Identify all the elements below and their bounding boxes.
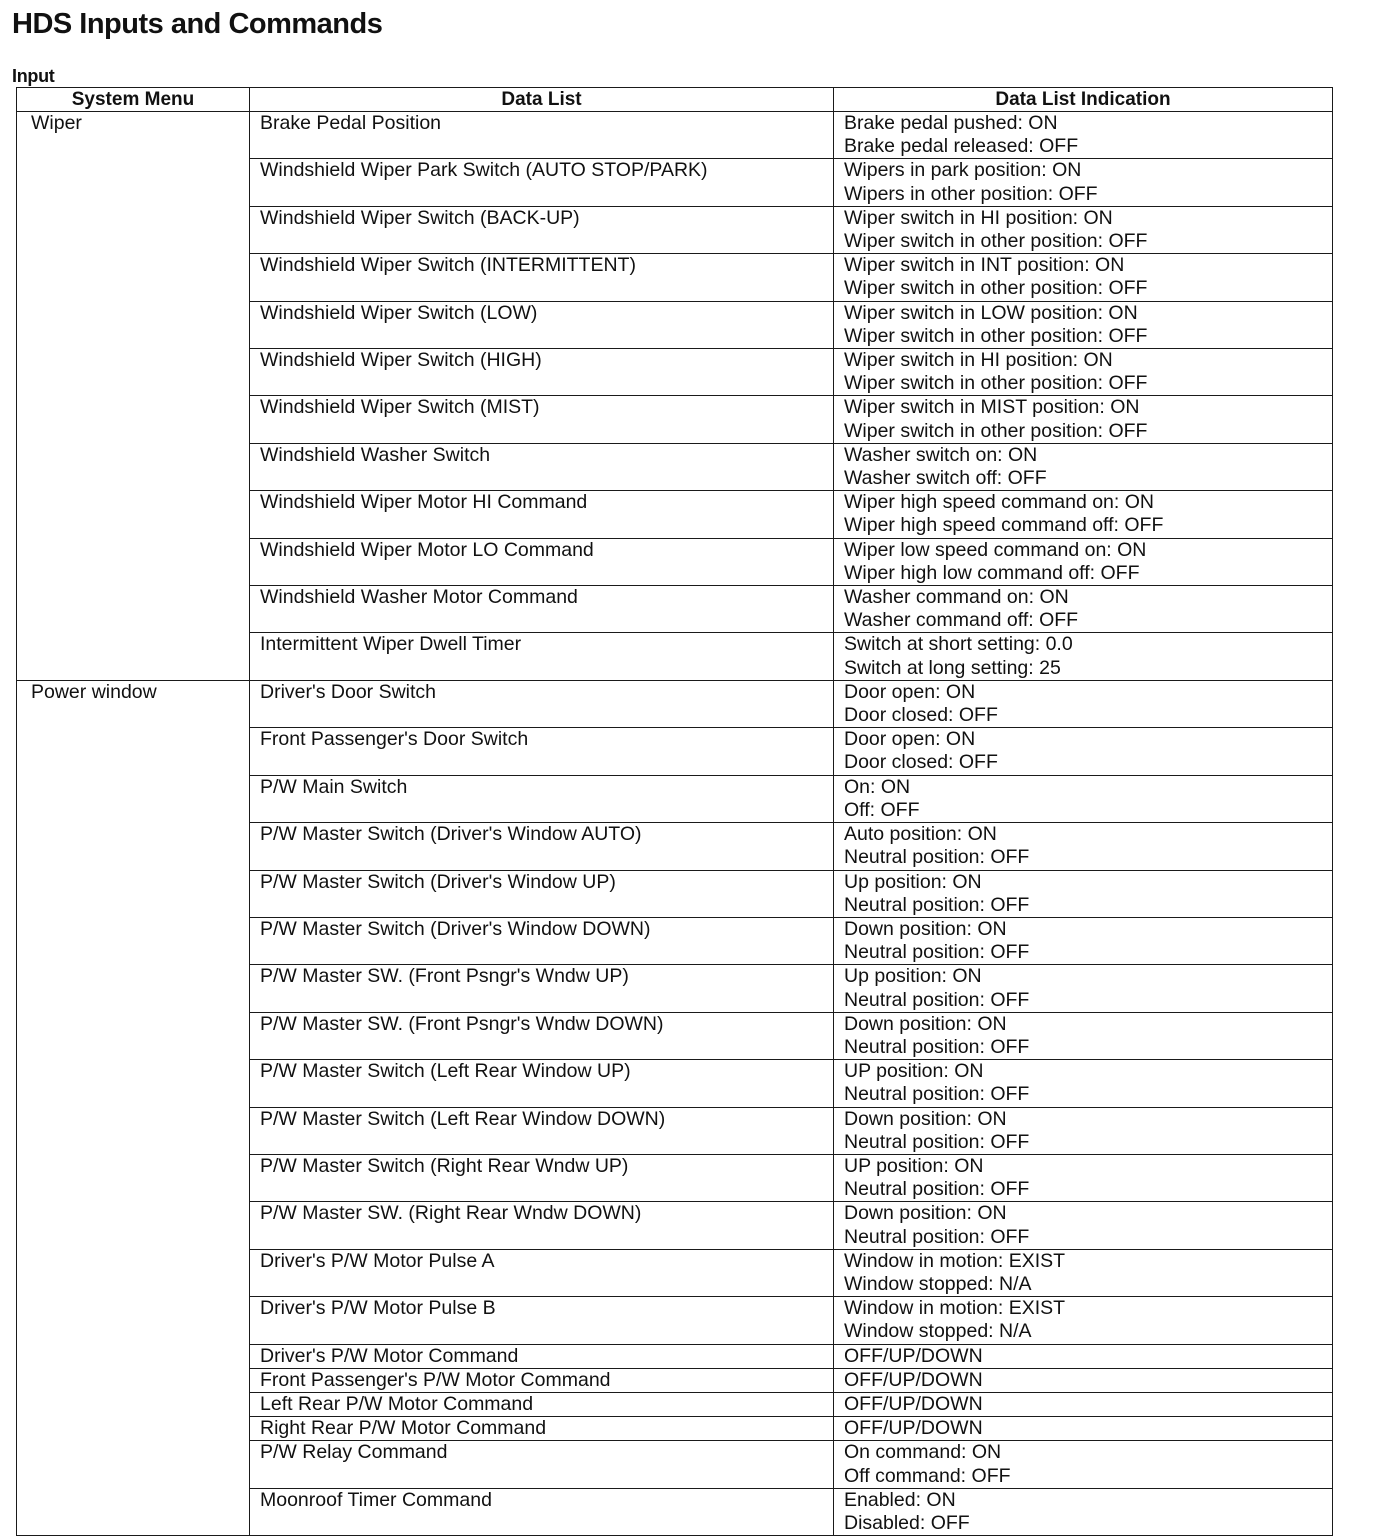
data-list-cell: P/W Master SW. (Right Rear Wndw DOWN) [250, 1202, 834, 1249]
indication-line: Wiper switch in other position: OFF [844, 324, 1148, 347]
indication-line: On: ON [844, 775, 911, 798]
data-list-indication-cell [834, 491, 1333, 538]
data-list-indication-cell [834, 775, 1333, 822]
data-list-indication-cell [834, 870, 1333, 917]
data-list-indication-cell [834, 349, 1333, 396]
system-menu-cell: Power window [17, 680, 250, 1535]
indication-line: Neutral position: OFF [844, 1035, 1030, 1058]
page-title: HDS Inputs and Commands [12, 8, 383, 40]
indication-line: Neutral position: OFF [844, 1225, 1030, 1248]
data-list-cell: P/W Main Switch [250, 775, 834, 822]
data-list-indication-cell [834, 254, 1333, 301]
indication-line: OFF/UP/DOWN [844, 1392, 983, 1415]
indication-line: Brake pedal released: OFF [844, 135, 1079, 158]
data-list-cell: Driver's P/W Motor Command [250, 1344, 834, 1368]
data-list-cell: Windshield Wiper Switch (LOW) [250, 301, 834, 348]
indication-line: Enabled: ON [844, 1488, 956, 1511]
indication-line: Wiper high low command off: OFF [844, 561, 1140, 584]
data-list-indication-cell [834, 1488, 1333, 1535]
data-list-indication-cell [834, 112, 1333, 159]
indication-line: Wiper switch in HI position: ON [844, 206, 1113, 229]
indication-line: Wiper switch in MIST position: ON [844, 396, 1140, 419]
indication-line: Washer command on: ON [844, 586, 1069, 609]
data-list-cell: Intermittent Wiper Dwell Timer [250, 633, 834, 680]
hds-input-table [16, 87, 1333, 1536]
indication-line: OFF/UP/DOWN [844, 1417, 983, 1440]
indication-line: Up position: ON [844, 965, 982, 988]
data-list-cell: Driver's P/W Motor Pulse A [250, 1249, 834, 1296]
data-list-cell: P/W Master Switch (Left Rear Window DOWN) [250, 1107, 834, 1154]
indication-line: Down position: ON [844, 1202, 1007, 1225]
indication-line: Up position: ON [844, 870, 982, 893]
column-header-system-menu: System Menu [17, 88, 250, 112]
indication-line: Neutral position: OFF [844, 941, 1030, 964]
table-row [17, 680, 1333, 727]
column-header-data-list-indication: Data List Indication [834, 88, 1333, 112]
indication-line: Auto position: ON [844, 823, 997, 846]
data-list-indication-cell [834, 917, 1333, 964]
section-label: Input [12, 66, 55, 86]
indication-line: Wiper switch in HI position: ON [844, 349, 1113, 372]
indication-line: Window in motion: EXIST [844, 1249, 1066, 1272]
indication-line: Neutral position: OFF [844, 846, 1030, 869]
data-list-cell: Windshield Wiper Switch (BACK-UP) [250, 206, 834, 253]
data-list-cell: P/W Master Switch (Left Rear Window UP) [250, 1060, 834, 1107]
data-list-indication-cell [834, 1297, 1333, 1344]
data-list-cell: Windshield Washer Motor Command [250, 586, 834, 633]
data-list-indication-cell [834, 1441, 1333, 1488]
indication-line: Wiper switch in other position: OFF [844, 277, 1148, 300]
indication-line: Door open: ON [844, 728, 976, 751]
indication-line: Wiper low speed command on: ON [844, 538, 1147, 561]
indication-line: Door closed: OFF [844, 704, 998, 727]
data-list-cell: P/W Master SW. (Front Psngr's Wndw DOWN) [250, 1012, 834, 1059]
data-list-indication-cell [834, 396, 1333, 443]
table-header-row [17, 88, 1333, 112]
indication-line: Wiper switch in other position: OFF [844, 372, 1148, 395]
data-list-indication-cell [834, 443, 1333, 490]
data-list-indication-cell [834, 1392, 1333, 1416]
indication-line: Switch at long setting: 25 [844, 656, 1061, 679]
data-list-indication-cell [834, 965, 1333, 1012]
indication-line: Washer switch off: OFF [844, 467, 1047, 490]
column-header-data-list: Data List [250, 88, 834, 112]
table-row [17, 112, 1333, 159]
data-list-indication-cell [834, 728, 1333, 775]
data-list-indication-cell [834, 680, 1333, 727]
indication-line: Off command: OFF [844, 1464, 1011, 1487]
indication-line: Wipers in park position: ON [844, 159, 1082, 182]
indication-line: UP position: ON [844, 1154, 984, 1177]
indication-line: Neutral position: OFF [844, 1130, 1030, 1153]
data-list-indication-cell [834, 206, 1333, 253]
indication-line: On command: ON [844, 1441, 1002, 1464]
data-list-cell: Windshield Wiper Switch (MIST) [250, 396, 834, 443]
data-list-cell: Windshield Wiper Motor LO Command [250, 538, 834, 585]
indication-line: Wiper high speed command on: ON [844, 491, 1154, 514]
data-list-cell: Windshield Wiper Park Switch (AUTO STOP/PARK) [250, 159, 834, 206]
indication-line: Door closed: OFF [844, 751, 998, 774]
data-list-cell: P/W Master Switch (Driver's Window DOWN) [250, 917, 834, 964]
data-list-indication-cell [834, 633, 1333, 680]
indication-line: Washer switch on: ON [844, 443, 1038, 466]
indication-line: OFF/UP/DOWN [844, 1344, 983, 1367]
indication-line: OFF/UP/DOWN [844, 1368, 983, 1391]
indication-line: Neutral position: OFF [844, 1178, 1030, 1201]
data-list-indication-cell [834, 301, 1333, 348]
data-list-indication-cell [834, 586, 1333, 633]
data-list-cell: Windshield Wiper Motor HI Command [250, 491, 834, 538]
data-list-indication-cell [834, 1368, 1333, 1392]
data-list-cell: Right Rear P/W Motor Command [250, 1417, 834, 1441]
data-list-cell: Windshield Washer Switch [250, 443, 834, 490]
data-list-indication-cell [834, 538, 1333, 585]
indication-line: Neutral position: OFF [844, 893, 1030, 916]
data-list-cell: Front Passenger's Door Switch [250, 728, 834, 775]
indication-line: Window stopped: N/A [844, 1320, 1032, 1343]
indication-line: Wiper switch in other position: OFF [844, 419, 1148, 442]
data-list-indication-cell [834, 1060, 1333, 1107]
data-list-indication-cell [834, 1012, 1333, 1059]
data-list-cell: P/W Master Switch (Driver's Window AUTO) [250, 823, 834, 870]
data-list-indication-cell [834, 1202, 1333, 1249]
indication-line: Down position: ON [844, 917, 1007, 940]
indication-line: Wipers in other position: OFF [844, 182, 1098, 205]
indication-line: Window in motion: EXIST [844, 1297, 1066, 1320]
data-list-indication-cell [834, 1344, 1333, 1368]
indication-line: Switch at short setting: 0.0 [844, 633, 1073, 656]
indication-line: Off: OFF [844, 798, 920, 821]
data-list-cell: Driver's P/W Motor Pulse B [250, 1297, 834, 1344]
data-list-indication-cell [834, 1249, 1333, 1296]
indication-line: Down position: ON [844, 1107, 1007, 1130]
indication-line: Wiper switch in LOW position: ON [844, 301, 1138, 324]
indication-line: Washer command off: OFF [844, 609, 1079, 632]
indication-line: Disabled: OFF [844, 1511, 970, 1534]
indication-line: Brake pedal pushed: ON [844, 112, 1058, 134]
data-list-cell: Driver's Door Switch [250, 680, 834, 727]
data-list-cell: P/W Relay Command [250, 1441, 834, 1488]
indication-line: Door open: ON [844, 680, 976, 703]
data-list-indication-cell [834, 823, 1333, 870]
indication-line: UP position: ON [844, 1060, 984, 1083]
data-list-cell: P/W Master Switch (Right Rear Wndw UP) [250, 1154, 834, 1201]
data-list-cell: Moonroof Timer Command [250, 1488, 834, 1535]
data-list-cell: Left Rear P/W Motor Command [250, 1392, 834, 1416]
data-list-cell: P/W Master SW. (Front Psngr's Wndw UP) [250, 965, 834, 1012]
data-list-indication-cell [834, 1417, 1333, 1441]
indication-line: Neutral position: OFF [844, 988, 1030, 1011]
indication-line: Wiper switch in other position: OFF [844, 230, 1148, 253]
data-list-cell: Windshield Wiper Switch (INTERMITTENT) [250, 254, 834, 301]
indication-line: Window stopped: N/A [844, 1272, 1032, 1295]
data-list-cell: Brake Pedal Position [250, 112, 834, 159]
indication-line: Down position: ON [844, 1012, 1007, 1035]
data-list-indication-cell [834, 159, 1333, 206]
indication-line: Neutral position: OFF [844, 1083, 1030, 1106]
indication-line: Wiper high speed command off: OFF [844, 514, 1164, 537]
data-list-cell: Windshield Wiper Switch (HIGH) [250, 349, 834, 396]
table-body [17, 112, 1333, 1536]
data-list-cell: P/W Master Switch (Driver's Window UP) [250, 870, 834, 917]
indication-line: Wiper switch in INT position: ON [844, 254, 1125, 277]
system-menu-cell: Wiper [17, 112, 250, 681]
data-list-indication-cell [834, 1107, 1333, 1154]
data-list-cell: Front Passenger's P/W Motor Command [250, 1368, 834, 1392]
data-list-indication-cell [834, 1154, 1333, 1201]
